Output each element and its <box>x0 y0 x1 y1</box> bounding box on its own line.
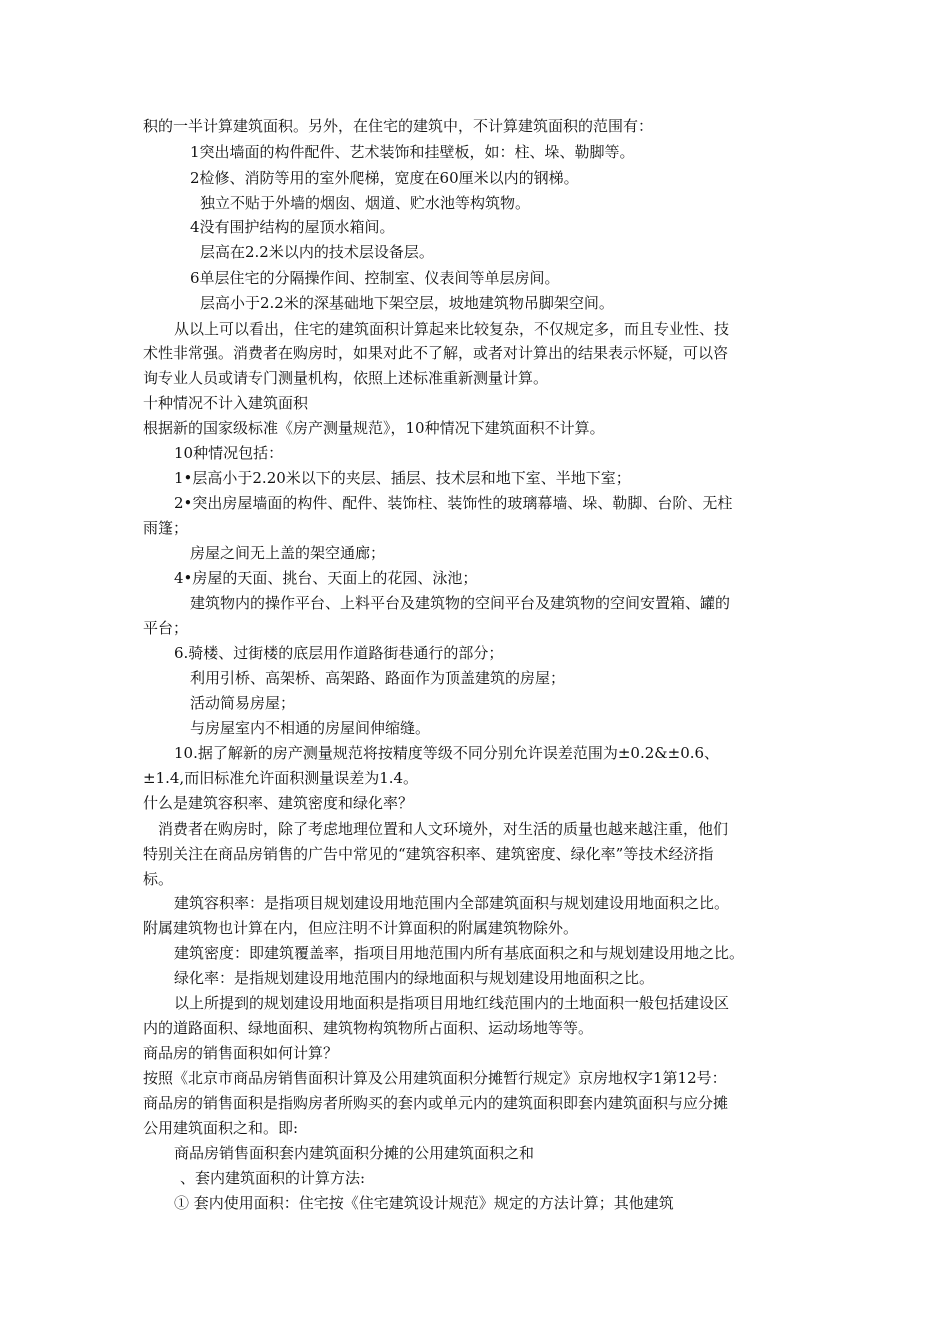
text-line: 以上所提到的规划建设用地面积是指项目用地红线范围内的土地面积一般包括建设区 <box>174 994 730 1012</box>
text-line: 按照《北京市商品房销售面积计算及公用建筑面积分摊暂行规定》京房地权字1第12号： <box>143 1069 727 1087</box>
text-line: 标。 <box>143 870 174 888</box>
text-line: 10.据了解新的房产测量规范将按精度等级不同分别允许误差范围为±0.2&±0.6、 <box>174 744 720 762</box>
text-line: 4•房屋的天面、挑台、天面上的花园、泳池； <box>174 569 478 587</box>
text-line: 内的道路面积、绿地面积、建筑物构筑物所占面积、运动场地等等。 <box>143 1019 594 1037</box>
text-line: 商品房的销售面积是指购房者所购买的套内或单元内的建筑面积即套内建筑面积与应分摊 <box>143 1094 729 1112</box>
text-line: 独立不贴于外墙的烟囱、烟道、贮水池等构筑物。 <box>200 194 531 212</box>
text-line: 利用引桥、高架桥、高架路、路面作为顶盖建筑的房屋； <box>190 669 566 687</box>
text-line: 、套内建筑面积的计算方法: <box>180 1169 366 1187</box>
text-line: 询专业人员或请专门测量机构，依照上述标准重新测量计算。 <box>143 369 549 387</box>
text-line: 2•突出房屋墙面的构件、配件、装饰柱、装饰性的玻璃幕墙、垛、勒脚、台阶、无柱 <box>174 494 733 512</box>
text-line: ① 套内使用面积：住宅按《住宅建筑设计规范》规定的方法计算；其他建筑 <box>174 1194 674 1212</box>
text-line: 6.骑楼、过街楼的底层用作道路街巷通行的部分； <box>174 644 504 662</box>
text-line: 房屋之间无上盖的架空通廊； <box>190 544 386 562</box>
text-line: 术性非常强。消费者在购房时，如果对此不了解，或者对计算出的结果表示怀疑，可以咨 <box>143 344 729 362</box>
text-line: 1•层高小于2.20米以下的夹层、插层、技术层和地下室、半地下室； <box>174 469 631 487</box>
text-line: 公用建筑面积之和。即: <box>143 1119 299 1137</box>
text-line: 活动简易房屋； <box>190 694 296 712</box>
text-line: 10种情况包括： <box>174 444 284 462</box>
text-line: 积的一半计算建筑面积。另外，在住宅的建筑中，不计算建筑面积的范围有： <box>143 117 654 135</box>
text-line: 商品房销售面积套内建筑面积分摊的公用建筑面积之和 <box>174 1144 535 1162</box>
text-line: 绿化率：是指规划建设用地范围内的绿地面积与规划建设用地面积之比。 <box>174 969 655 987</box>
text-line: 层高在2.2米以内的技术层设备层。 <box>200 243 434 261</box>
text-line: 特别关注在商品房销售的广告中常见的“建筑容积率、建筑密度、绿化率”等技术经济指 <box>143 845 714 863</box>
text-line: 建筑容积率：是指项目规划建设用地范围内全部建筑面积与规划建设用地面积之比。 <box>174 894 730 912</box>
text-line: 雨篷； <box>143 519 189 537</box>
text-line: ±1.4,而旧标准允许面积测量误差为1.4。 <box>143 769 419 787</box>
text-line: 从以上可以看出，住宅的建筑面积计算起来比较复杂，不仅规定多，而且专业性、技 <box>174 320 730 338</box>
text-line: 建筑物内的操作平台、上料平台及建筑物的空间平台及建筑物的空间安置箱、罐的 <box>190 594 731 612</box>
section-heading: 商品房的销售面积如何计算？ <box>143 1044 339 1062</box>
text-line: 层高小于2.2米的深基础地下架空层，坡地建筑物吊脚架空间。 <box>200 294 614 312</box>
text-line: 附属建筑物也计算在内，但应注明不计算面积的附属建筑物除外。 <box>143 919 579 937</box>
text-line: 消费者在购房时，除了考虑地理位置和人文环境外，对生活的质量也越来越注重，他们 <box>158 820 729 838</box>
text-line: 4没有围护结构的屋顶水箱间。 <box>190 218 395 236</box>
text-line: 1突出墙面的构件配件、艺术装饰和挂壁板，如：柱、垛、勒脚等。 <box>190 143 635 161</box>
text-line: 建筑密度：即建筑覆盖率，指项目用地范围内所有基底面积之和与规划建设用地之比。 <box>174 944 745 962</box>
text-line: 6单层住宅的分隔操作间、控制室、仪表间等单层房间。 <box>190 269 560 287</box>
section-heading: 什么是建筑容积率、建筑密度和绿化率？ <box>143 794 414 812</box>
text-line: 根据新的国家级标准《房产测量规范》，10种情况下建筑面积不计算。 <box>143 419 605 437</box>
text-line: 平台； <box>143 619 189 637</box>
section-heading: 十种情况不计入建筑面积 <box>143 394 309 412</box>
text-line: 2检修、消防等用的室外爬梯，宽度在60厘米以内的钢梯。 <box>190 169 579 187</box>
text-line: 与房屋室内不相通的房屋间伸缩缝。 <box>190 719 431 737</box>
